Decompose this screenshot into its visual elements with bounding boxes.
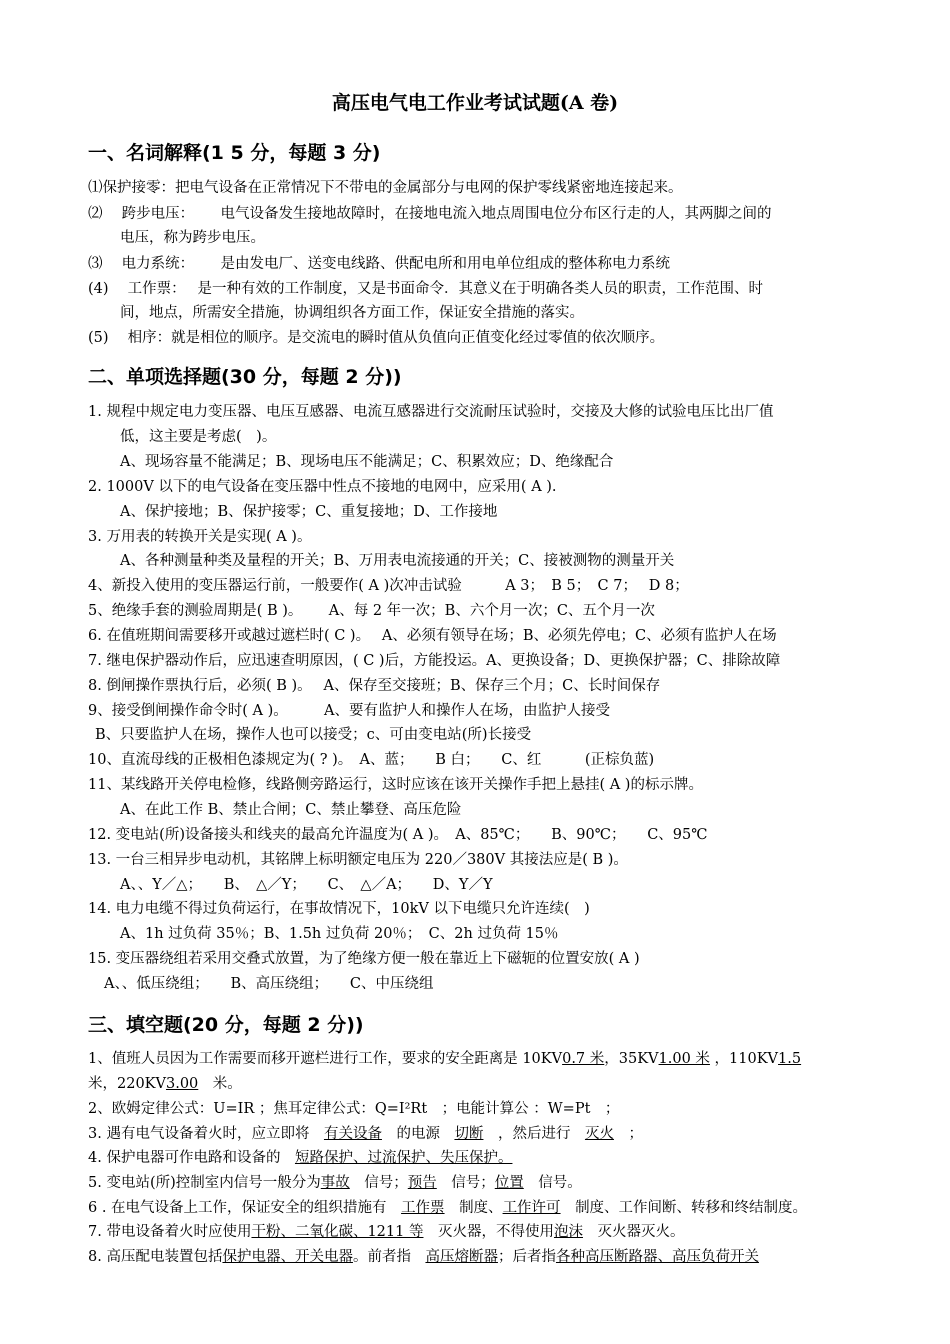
q7-text: 7. 带电设备着火时应使用 [88,1224,252,1240]
fill-q1-line1 [88,1049,890,1069]
q6-text: 制度、工作间断、转移和终结制度。 [575,1200,808,1216]
q1-text: 米，220KV [88,1076,166,1092]
q3-text: 的电源 [396,1126,440,1142]
q3-answer: 灭火 [584,1126,614,1142]
q1-text: 米。 [212,1076,242,1092]
s2-line: 5、绝缘手套的测验周期是( B )。 A、每 2 年一次；B、六个月一次；C、五个月一次 [88,603,655,619]
s2-line: 9、接受倒闸操作命令时( A )。 A、要有监护人和操作人在场，由监护人接受 [88,703,610,719]
s2-line: 6. 在值班期间需要移开或越过遮栏时( C )。 A、必须有领导在场；B、必须先停电；C、必须有监护人在场 [88,628,777,644]
s1-line: 间，地点，所需安全措施，协调组织各方面工作，保证安全措施的落实。 [120,305,584,321]
q8-answer: 各种高压断路器、高压负荷开关 [555,1249,759,1265]
s2-line: A、、低压绕组； B、高压绕组； C、中压绕组 [104,976,434,992]
s2-line: 12. 变电站(所)设备接头和线夹的最高允许温度为( A )。 A、85℃； B、90℃； C、95℃ [88,827,708,843]
s1-line: ⑶ 电力系统： 是由发电厂、送变电线路、供配电所和用电单位组成的整体称电力系统 [88,256,670,272]
q5-answer: 预告 [407,1175,437,1191]
s2-line: 13. 一台三相异步电动机，其铭牌上标明额定电压为 220／380V 其接法应是( B )。 [88,852,628,868]
s2-line: 3. 万用表的转换开关是实现( A )。 [88,529,312,545]
q4-text: 4. 保护电器可作电路和设备的 [88,1150,281,1166]
s2-line: 14. 电力电缆不得过负荷运行，在事故情况下，10kV 以下电缆只允许连续( ) [88,901,590,917]
q8-text: 。前者指 [352,1249,411,1265]
q5-answer: 位置 [494,1175,524,1191]
s1-line: ⑵ 跨步电压： 电气设备发生接地故障时，在接地电流入地点周围电位分布区行走的人，其两脚之间的 [88,206,772,222]
fill-q8 [88,1247,890,1267]
q7-answer: 泡沫 [553,1224,583,1240]
q1-text: 1、值班人员因为工作需要而移开遮栏进行工作，要求的安全距离是 10KV [88,1051,563,1067]
q1-answer-10kv: 0.7 米 [562,1051,605,1067]
fill-q2: 2、欧姆定律公式：U=IR ；焦耳定律公式：Q=I²Rt ；电能计算公 ：W=Pt ； [88,1101,620,1117]
q3-answer: 有关设备 [323,1126,382,1142]
q3-text: ； [628,1126,643,1142]
q7-text: 灭火器灭火。 [597,1224,685,1240]
s2-line: A、1h 过负荷 35％；B、1.5h 过负荷 20％； C、2h 过负荷 15％ [120,926,559,942]
q6-answer: 工作许可 [502,1200,561,1216]
q3-text: ，然后进行 [497,1126,571,1142]
section-heading-3: 三、填空题(20 分，每题 2 分)) [88,1014,364,1036]
q1-answer-35kv: 1.00 米 [658,1051,710,1067]
s2-line: 低，这主要是考虑( )。 [120,429,277,445]
q6-answer: 工作票 [401,1200,445,1216]
q6-text: 制度、 [459,1200,503,1216]
fill-q5 [88,1173,890,1193]
q5-text: 信号； [451,1175,495,1191]
s1-line: (4) 工作票： 是一种有效的工作制度，又是书面命令．其意义在于明确各类人员的职责，工作范围、时 [88,281,764,297]
q1-answer-220kv: 3.00 [165,1076,199,1092]
s2-line: B、只要监护人在场，操作人也可以接受；c、可由变电站(所)长接受 [95,727,532,743]
q5-text: 5. 变电站(所)控制室内信号一般分为 [88,1175,321,1191]
s1-line: ⑴保护接零：把电气设备在正常情况下不带电的金属部分与电网的保护零线紧密地连接起来。 [88,180,683,196]
s2-line: 1. 规程中规定电力变压器、电压互感器、电流互感器进行交流耐压试验时，交接及大修的试验电压比出厂值 [88,404,774,420]
q3-text: 3. 遇有电气设备着火时，应立即将 [88,1126,310,1142]
q3-answer: 切断 [454,1126,484,1142]
page-title: 高压电气电工作业考试试题(A 卷) [331,92,619,114]
s2-line: A、在此工作 B、禁止合闸；C、禁止攀登、高压危险 [120,802,462,818]
s2-line: 8. 倒闸操作票执行后，必须( B )。 A、保存至交接班；B、保存三个月；C、长时间保存 [88,678,661,694]
s2-line: 15. 变压器绕组若采用交叠式放置，为了绝缘方便一般在靠近上下磁轭的位置安放( A ) [88,951,640,967]
s2-line: A、、Y／△； B、 △／Y； C、 △／A； D、Y／Y [120,877,493,893]
s1-line: (5) 相序：就是相位的顺序。是交流电的瞬时值从负值向正值变化经过零值的依次顺序。 [88,330,665,346]
s2-line: A、各种测量种类及量程的开关；B、万用表电流接通的开关；C、接被测物的测量开关 [120,553,675,569]
fill-q1-line2 [88,1074,890,1094]
s2-line: 11、某线路开关停电检修，线路侧旁路运行，这时应该在该开关操作手把上悬挂( A )的标示牌。 [88,777,703,793]
s1-line: 电压，称为跨步电压。 [120,230,265,246]
q5-answer: 事故 [320,1175,350,1191]
s2-line: A、保护接地；B、保护接零；C、重复接地；D、工作接地 [120,504,498,520]
q8-text: ；后者指 [497,1249,556,1265]
q8-answer: 高压熔断器 [425,1249,498,1265]
q8-answer: 保护电器、开关电器 [222,1249,353,1265]
q4-answer: 短路保护、过流保护、失压保护。 [294,1150,513,1166]
s2-line: 4、新投入使用的变压器运行前，一般要作( A )次冲击试验 A 3； B 5； C 7； D 8； [88,578,689,594]
fill-q6 [88,1198,890,1218]
fill-q7 [88,1222,890,1242]
fill-q4 [88,1148,890,1168]
q5-text: 信号。 [538,1175,582,1191]
fill-q3 [88,1124,890,1144]
s2-line: 2. 1000V 以下的电气设备在变压器中性点不接地的电网中，应采用( A ). [88,479,557,495]
q7-answer: 干粉、二氧化碳、1211 等 [251,1224,424,1240]
q1-text: ，110KV [709,1051,779,1067]
q1-answer-110kv: 1.5 [778,1051,802,1067]
s2-line: 7. 继电保护器动作后，应迅速查明原因，( C )后，方能投运。A、更换设备；D、更换保护器；C、排除故障 [88,653,781,669]
section-heading-1: 一、名词解释(1 5 分，每题 3 分) [88,142,381,164]
q1-text: ，35KV [604,1051,659,1067]
q8-text: 8. 高压配电装置包括 [88,1249,223,1265]
q5-text: 信号； [364,1175,408,1191]
q7-text: 灭火器，不得使用 [437,1224,554,1240]
section-heading-2: 二、单项选择题(30 分，每题 2 分)) [88,366,402,388]
s2-line: A、现场容量不能满足；B、现场电压不能满足；C、积累效应；D、绝缘配合 [120,454,614,470]
s2-line: 10、直流母线的正极相色漆规定为( ? )。 A、蓝； B 白； C、红 (正棕负蓝) [88,752,655,768]
q6-text: 6 . 在电气设备上工作，保证安全的组织措施有 [88,1200,387,1216]
